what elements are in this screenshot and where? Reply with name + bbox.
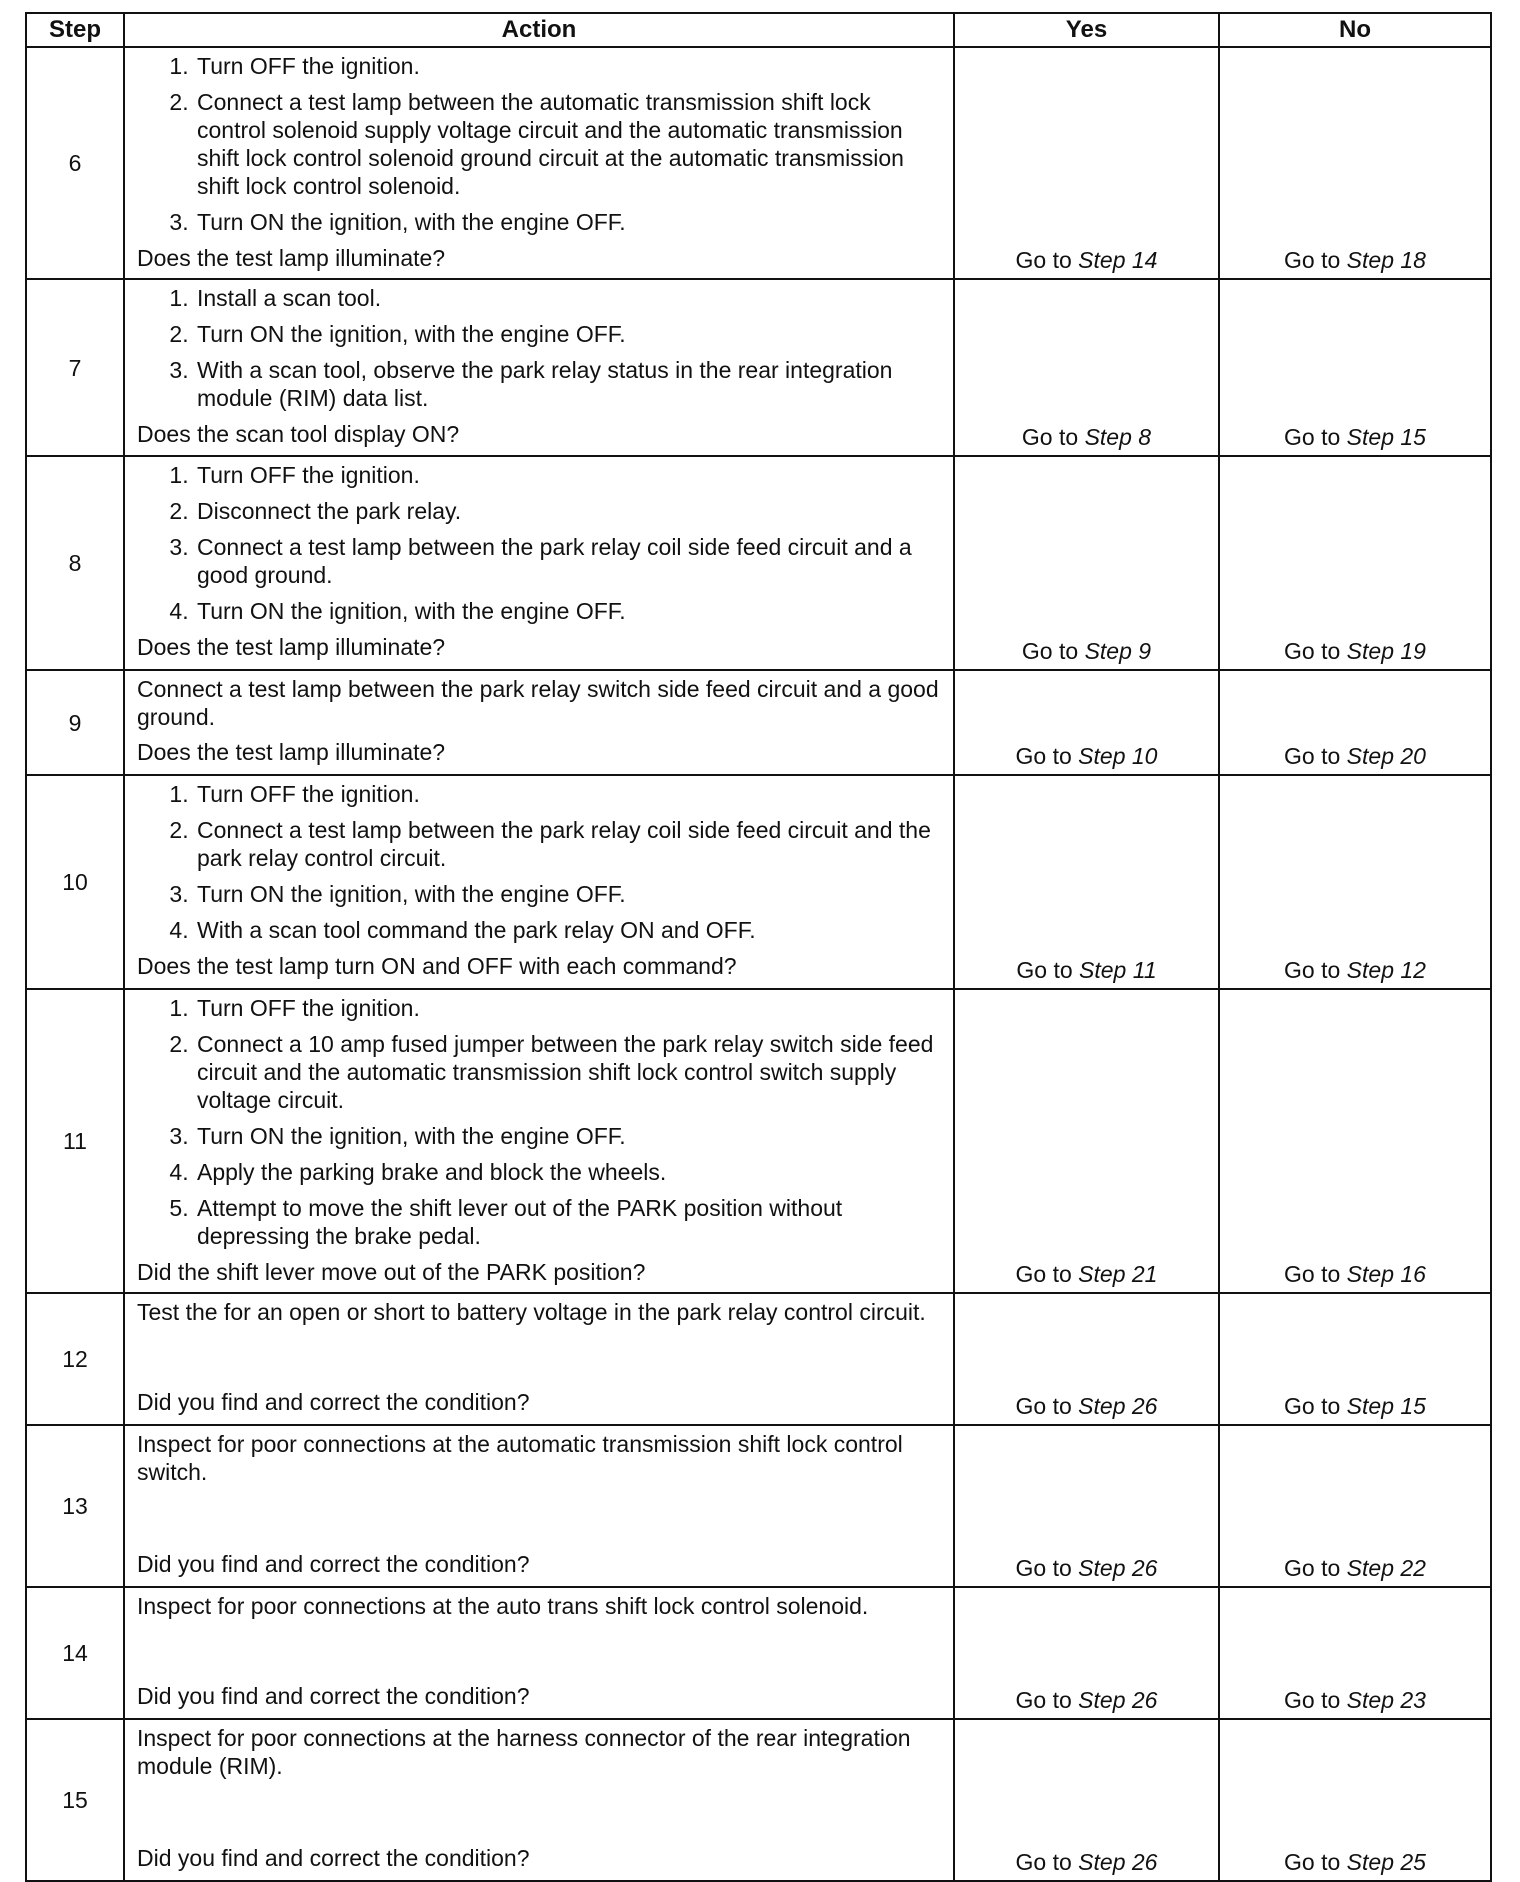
result-yes [954,989,1219,1293]
goto-label: Go to [1284,1261,1341,1287]
action-steps-list [137,994,943,1258]
action-content [137,1298,943,1416]
action-cell [124,456,954,670]
result-no [1219,456,1491,670]
goto-step-ref: Step 14 [1078,247,1158,273]
action-step: 5. Attempt to move the shift lever out of the PARK position without depressing the brake pedal. [195,1194,943,1250]
goto-label: Go to [1284,743,1341,769]
diagnostic-procedure-document [25,12,1490,1882]
result-no [1219,1719,1491,1881]
action-content [137,52,943,270]
result-no [1219,1587,1491,1719]
action-step: 4. Apply the parking brake and block the wheels. [195,1158,943,1186]
action-step: 4. With a scan tool command the park relay ON and OFF. [195,916,943,944]
column-header-step: Step [26,13,124,47]
column-header-action: Action [124,13,954,47]
action-cell [124,1587,954,1719]
action-steps-list [137,284,943,420]
action-cell [124,989,954,1293]
step-number: 7 [26,279,124,456]
goto-step-ref: Step 9 [1084,638,1152,664]
goto-step-ref: Step 8 [1084,424,1152,450]
goto-label: Go to [1021,424,1079,450]
result-no [1219,47,1491,279]
goto-label: Go to [1021,638,1079,664]
goto-step-ref: Step 21 [1078,1261,1158,1287]
table-row [26,670,1491,775]
goto-step-ref: Step 19 [1346,638,1426,664]
action-cell [124,670,954,775]
result-no [1219,1293,1491,1425]
table-row [26,775,1491,989]
table-row [26,1719,1491,1881]
goto-step-ref: Step 15 [1346,1393,1426,1419]
goto-step-ref: Step 26 [1078,1555,1158,1581]
action-step: 1. Turn OFF the ignition. [195,994,943,1022]
action-content [137,284,943,447]
result-yes [954,47,1219,279]
table-row [26,1587,1491,1719]
goto-label: Go to [1284,638,1341,664]
action-text: Connect a test lamp between the park relay switch side feed circuit and a good ground. [137,676,939,730]
action-text: Inspect for poor connections at the auto trans shift lock control solenoid. [137,1593,869,1619]
goto-step-ref: Step 18 [1346,247,1426,273]
action-cell [124,1719,954,1881]
result-yes [954,1587,1219,1719]
goto-label: Go to [1284,1555,1341,1581]
action-cell [124,1293,954,1425]
goto-label: Go to [1015,1687,1072,1713]
result-no [1219,989,1491,1293]
goto-step-ref: Step 12 [1346,957,1426,983]
result-no [1219,279,1491,456]
goto-step-ref: Step 23 [1346,1687,1426,1713]
action-text: Inspect for poor connections at the harness connector of the rear integration module (RIM). [137,1725,911,1779]
result-no [1219,1425,1491,1587]
goto-step-ref: Step 10 [1078,743,1158,769]
action-content [137,675,943,766]
result-yes [954,1293,1219,1425]
goto-label: Go to [1015,1849,1072,1875]
action-step: 2. Disconnect the park relay. [195,497,943,525]
goto-label: Go to [1284,424,1341,450]
action-question: Does the test lamp illuminate? [137,739,446,765]
diagnostic-table [25,12,1492,1882]
step-number: 6 [26,47,124,279]
action-question: Did the shift lever move out of the PARK position? [137,1259,646,1285]
goto-label: Go to [1016,957,1073,983]
action-question: Did you find and correct the condition? [137,1845,530,1871]
goto-step-ref: Step 16 [1346,1261,1426,1287]
action-question: Does the scan tool display ON? [137,421,460,447]
goto-label: Go to [1015,1555,1072,1581]
goto-label: Go to [1284,957,1341,983]
step-number: 11 [26,989,124,1293]
action-cell [124,47,954,279]
action-step: 3. Connect a test lamp between the park relay coil side feed circuit and a good ground. [195,533,943,589]
result-yes [954,1425,1219,1587]
goto-label: Go to [1015,743,1072,769]
action-step: 1. Turn OFF the ignition. [195,461,943,489]
action-question: Did you find and correct the condition? [137,1551,530,1577]
step-number: 9 [26,670,124,775]
action-question: Does the test lamp illuminate? [137,634,446,660]
action-text: Test the for an open or short to battery voltage in the park relay control circuit. [137,1299,926,1325]
action-step: 1. Turn OFF the ignition. [195,780,943,808]
step-number: 12 [26,1293,124,1425]
step-number: 8 [26,456,124,670]
table-row [26,47,1491,279]
step-number: 14 [26,1587,124,1719]
action-step: 1. Install a scan tool. [195,284,943,312]
action-question: Did you find and correct the condition? [137,1683,530,1709]
table-body [26,47,1491,1881]
table-header-row [26,13,1491,47]
goto-label: Go to [1284,1849,1341,1875]
action-step: 3. Turn ON the ignition, with the engine OFF. [195,880,943,908]
table-row [26,1425,1491,1587]
action-steps-list [137,52,943,244]
action-steps-list [137,461,943,633]
result-yes [954,775,1219,989]
action-step: 2. Connect a 10 amp fused jumper between the park relay switch side feed circuit and the automatic transmission shift lock control switch supply voltage circuit. [195,1030,943,1114]
action-content [137,461,943,661]
table-row [26,279,1491,456]
goto-step-ref: Step 26 [1078,1849,1158,1875]
step-number: 15 [26,1719,124,1881]
step-number: 10 [26,775,124,989]
goto-step-ref: Step 26 [1078,1687,1158,1713]
action-step: 1. Turn OFF the ignition. [195,52,943,80]
action-content [137,994,943,1284]
action-step: 2. Turn ON the ignition, with the engine OFF. [195,320,943,348]
action-content [137,1592,943,1710]
goto-step-ref: Step 22 [1346,1555,1426,1581]
action-step: 2. Connect a test lamp between the automatic transmission shift lock control solenoid supply voltage circuit and the automatic transmission shift lock control solenoid ground circuit at the automatic transmission shift lock control solenoid. [195,88,943,200]
result-yes [954,670,1219,775]
column-header-no: No [1219,13,1491,47]
action-step: 3. Turn ON the ignition, with the engine OFF. [195,1122,943,1150]
action-question: Did you find and correct the condition? [137,1389,530,1415]
action-step: 3. With a scan tool, observe the park relay status in the rear integration module (RIM) data list. [195,356,943,412]
column-header-yes: Yes [954,13,1219,47]
goto-label: Go to [1284,1393,1341,1419]
action-content [137,1430,943,1578]
action-cell [124,279,954,456]
goto-label: Go to [1015,247,1072,273]
result-yes [954,279,1219,456]
goto-step-ref: Step 11 [1079,957,1157,983]
action-steps-list [137,780,943,952]
result-no [1219,670,1491,775]
result-yes [954,1719,1219,1881]
result-no [1219,775,1491,989]
goto-step-ref: Step 25 [1346,1849,1426,1875]
goto-label: Go to [1284,247,1341,273]
action-question: Does the test lamp illuminate? [137,245,446,271]
goto-label: Go to [1015,1261,1072,1287]
table-row [26,1293,1491,1425]
table-row [26,989,1491,1293]
goto-label: Go to [1284,1687,1341,1713]
step-number: 13 [26,1425,124,1587]
goto-step-ref: Step 26 [1078,1393,1158,1419]
action-cell [124,775,954,989]
result-yes [954,456,1219,670]
action-step: 3. Turn ON the ignition, with the engine OFF. [195,208,943,236]
table-row [26,456,1491,670]
action-question: Does the test lamp turn ON and OFF with each command? [137,953,737,979]
action-step: 2. Connect a test lamp between the park relay coil side feed circuit and the park relay control circuit. [195,816,943,872]
action-step: 4. Turn ON the ignition, with the engine OFF. [195,597,943,625]
goto-step-ref: Step 20 [1346,743,1426,769]
goto-step-ref: Step 15 [1346,424,1426,450]
action-content [137,780,943,980]
action-text: Inspect for poor connections at the automatic transmission shift lock control switch. [137,1431,903,1485]
goto-label: Go to [1015,1393,1072,1419]
action-cell [124,1425,954,1587]
